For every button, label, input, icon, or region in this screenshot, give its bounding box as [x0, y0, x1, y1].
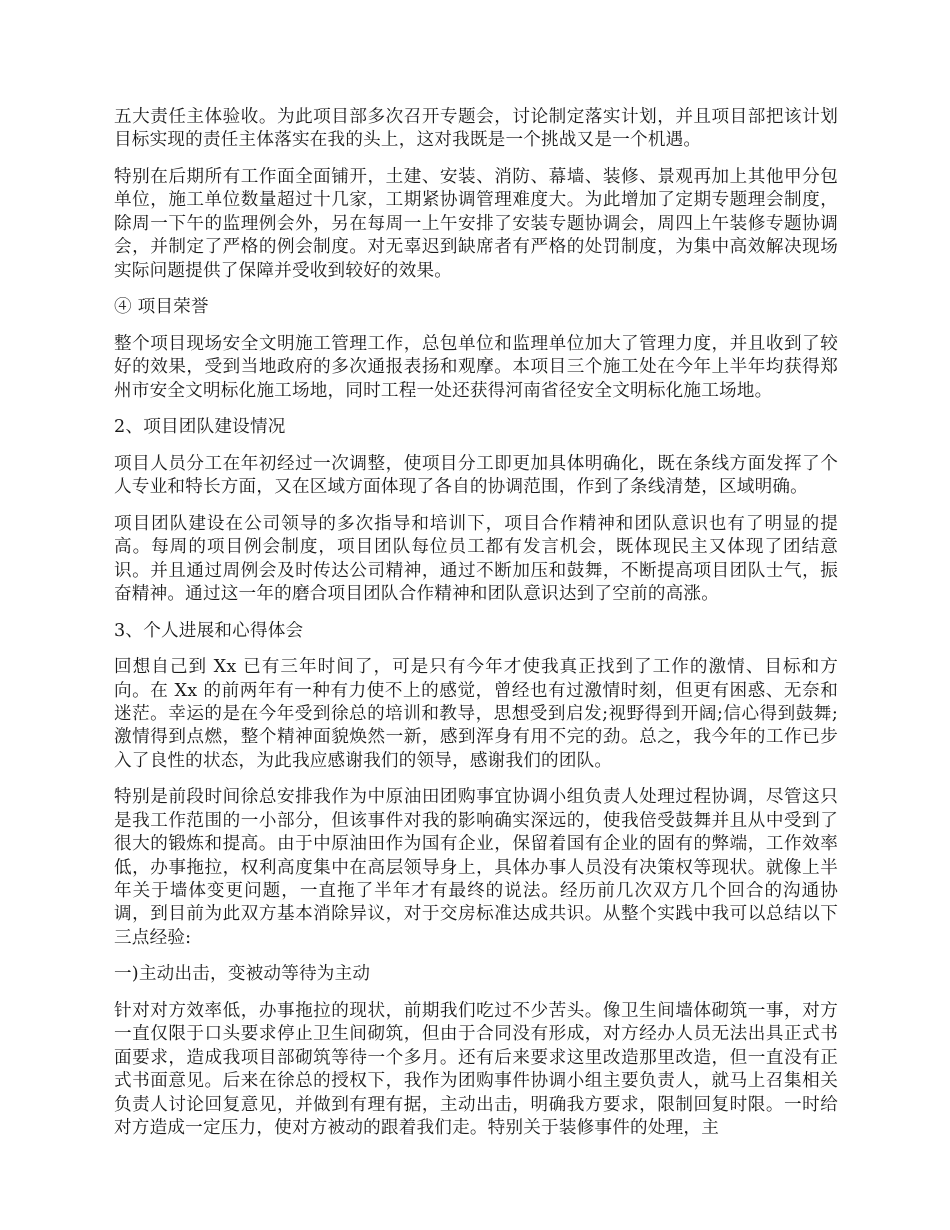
- paragraph-team-spirit: 项目团队建设在公司领导的多次指导和培训下，项目合作精神和团队意识也有了明显的提高。每周的项目例会制度，项目团队每位员工都有发言机会，既体现民主又体现了团结意识。并且通过周例会及时传达公司精神，通过不断加压和鼓舞，不断提高项目团队士气，振奋精神。通过这一年的磨合项目团队合作精神和团队意识达到了空前的高涨。: [114, 513, 838, 605]
- paragraph-group-purchase: 特别是前段时间徐总安排我作为中原油田团购事宜协调小组负责人处理过程协调，尽管这只是我工作范围的一小部分，但该事件对我的影响确实深远的，使我倍受鼓舞并且从中受到了很大的锻炼和提高。由于中原油田作为国有企业，保留着国有企业的固有的弊端，工作效率低，办事拖拉，权利高度集中在高层领导身上，具体办事人员没有决策权等现状。就像上半年关于墙体变更问题，一直拖了半年才有最终的说法。经历前几次双方几个回合的沟通协调，到目前为此双方基本消除异议，对于交房标准达成共识。从整个实践中我可以总结以下三点经验:: [114, 787, 838, 948]
- heading-team-building: 2、项目团队建设情况: [114, 417, 286, 438]
- paragraph-efficiency: 针对对方效率低，办事拖拉的现状，前期我们吃过不少苦头。像卫生间墙体砌筑一事，对方一直仅限于口头要求停止卫生间砌筑，但由于合同没有形成，对方经办人员无法出具正式书面要求，造成我项目部砌筑等待一个多月。还有后来要求这里改造那里改造，但一直没有正式书面意见。后来在徐总的授权下，我作为团购事件协调小组主要负责人，就马上召集相关负责人讨论回复意见，并做到有理有据，主动出击，明确我方要求，限制回复时限。一时给对方造成一定压力，使对方被动的跟着我们走。特别关于装修事件的处理，主: [114, 1001, 838, 1139]
- heading-personal-progress: 3、个人进展和心得体会: [114, 620, 304, 641]
- paragraph-coordination-meetings: 特别在后期所有工作面全面铺开，土建、安装、消防、幕墙、装修、景观再加上其他甲分包单位，施工单位数量超过十几家，工期紧协调管理难度大。为此增加了定期专题理会制度，除周一下午的监理例会外，另在每周一上午安排了安装专题协调会，周四上午装修专题协调会，并制定了严格的例会制度。对无辜迟到缺席者有严格的处罚制度，为集中高效解决现场实际问题提供了保障并受收到较好的效果。: [114, 167, 838, 281]
- heading-project-honors: ④ 项目荣誉: [114, 297, 209, 318]
- heading-take-initiative: 一)主动出击，变被动等待为主动: [114, 964, 371, 985]
- paragraph-reflection: 回想自己到 Xx 已有三年时间了，可是只有今年才使我真正找到了工作的激情、目标和方向。在 Xx 的前两年有一种有力使不上的感觉，曾经也有过激情时刻，但更有困惑、无奈和迷茫。幸运的是在今年受到徐总的培训和教导，思想受到启发;视野得到开阔;信心得到鼓舞;激情得到点燃，整个精神面貌焕然一新，感到浑身有用不完的劲。总之，我今年的工作已步入了良性的状态，为此我应感谢我们的领导，感谢我们的团队。: [114, 657, 838, 771]
- paragraph-staff-division: 项目人员分工在年初经过一次调整，使项目分工即更加具体明确化，既在条线方面发挥了个人专业和特长方面，又在区域方面体现了各自的协调范围，作到了条线清楚，区域明确。: [114, 453, 838, 498]
- paragraph-safety-civilization: 整个项目现场安全文明施工管理工作，总包单位和监理单位加大了管理力度，并且收到了较好的效果，受到当地政府的多次通报表扬和观摩。本项目三个施工处在今年上半年均获得郑州市安全文明标化施工场地，同时工程一处还获得河南省径安全文明标化施工场地。: [114, 333, 838, 401]
- document-page: [114, 106, 838, 1154]
- paragraph-acceptance: 五大责任主体验收。为此项目部多次召开专题会，讨论制定落实计划，并且项目部把该计划目标实现的责任主体落实在我的头上，这对我既是一个挑战又是一个机遇。: [114, 107, 838, 151]
